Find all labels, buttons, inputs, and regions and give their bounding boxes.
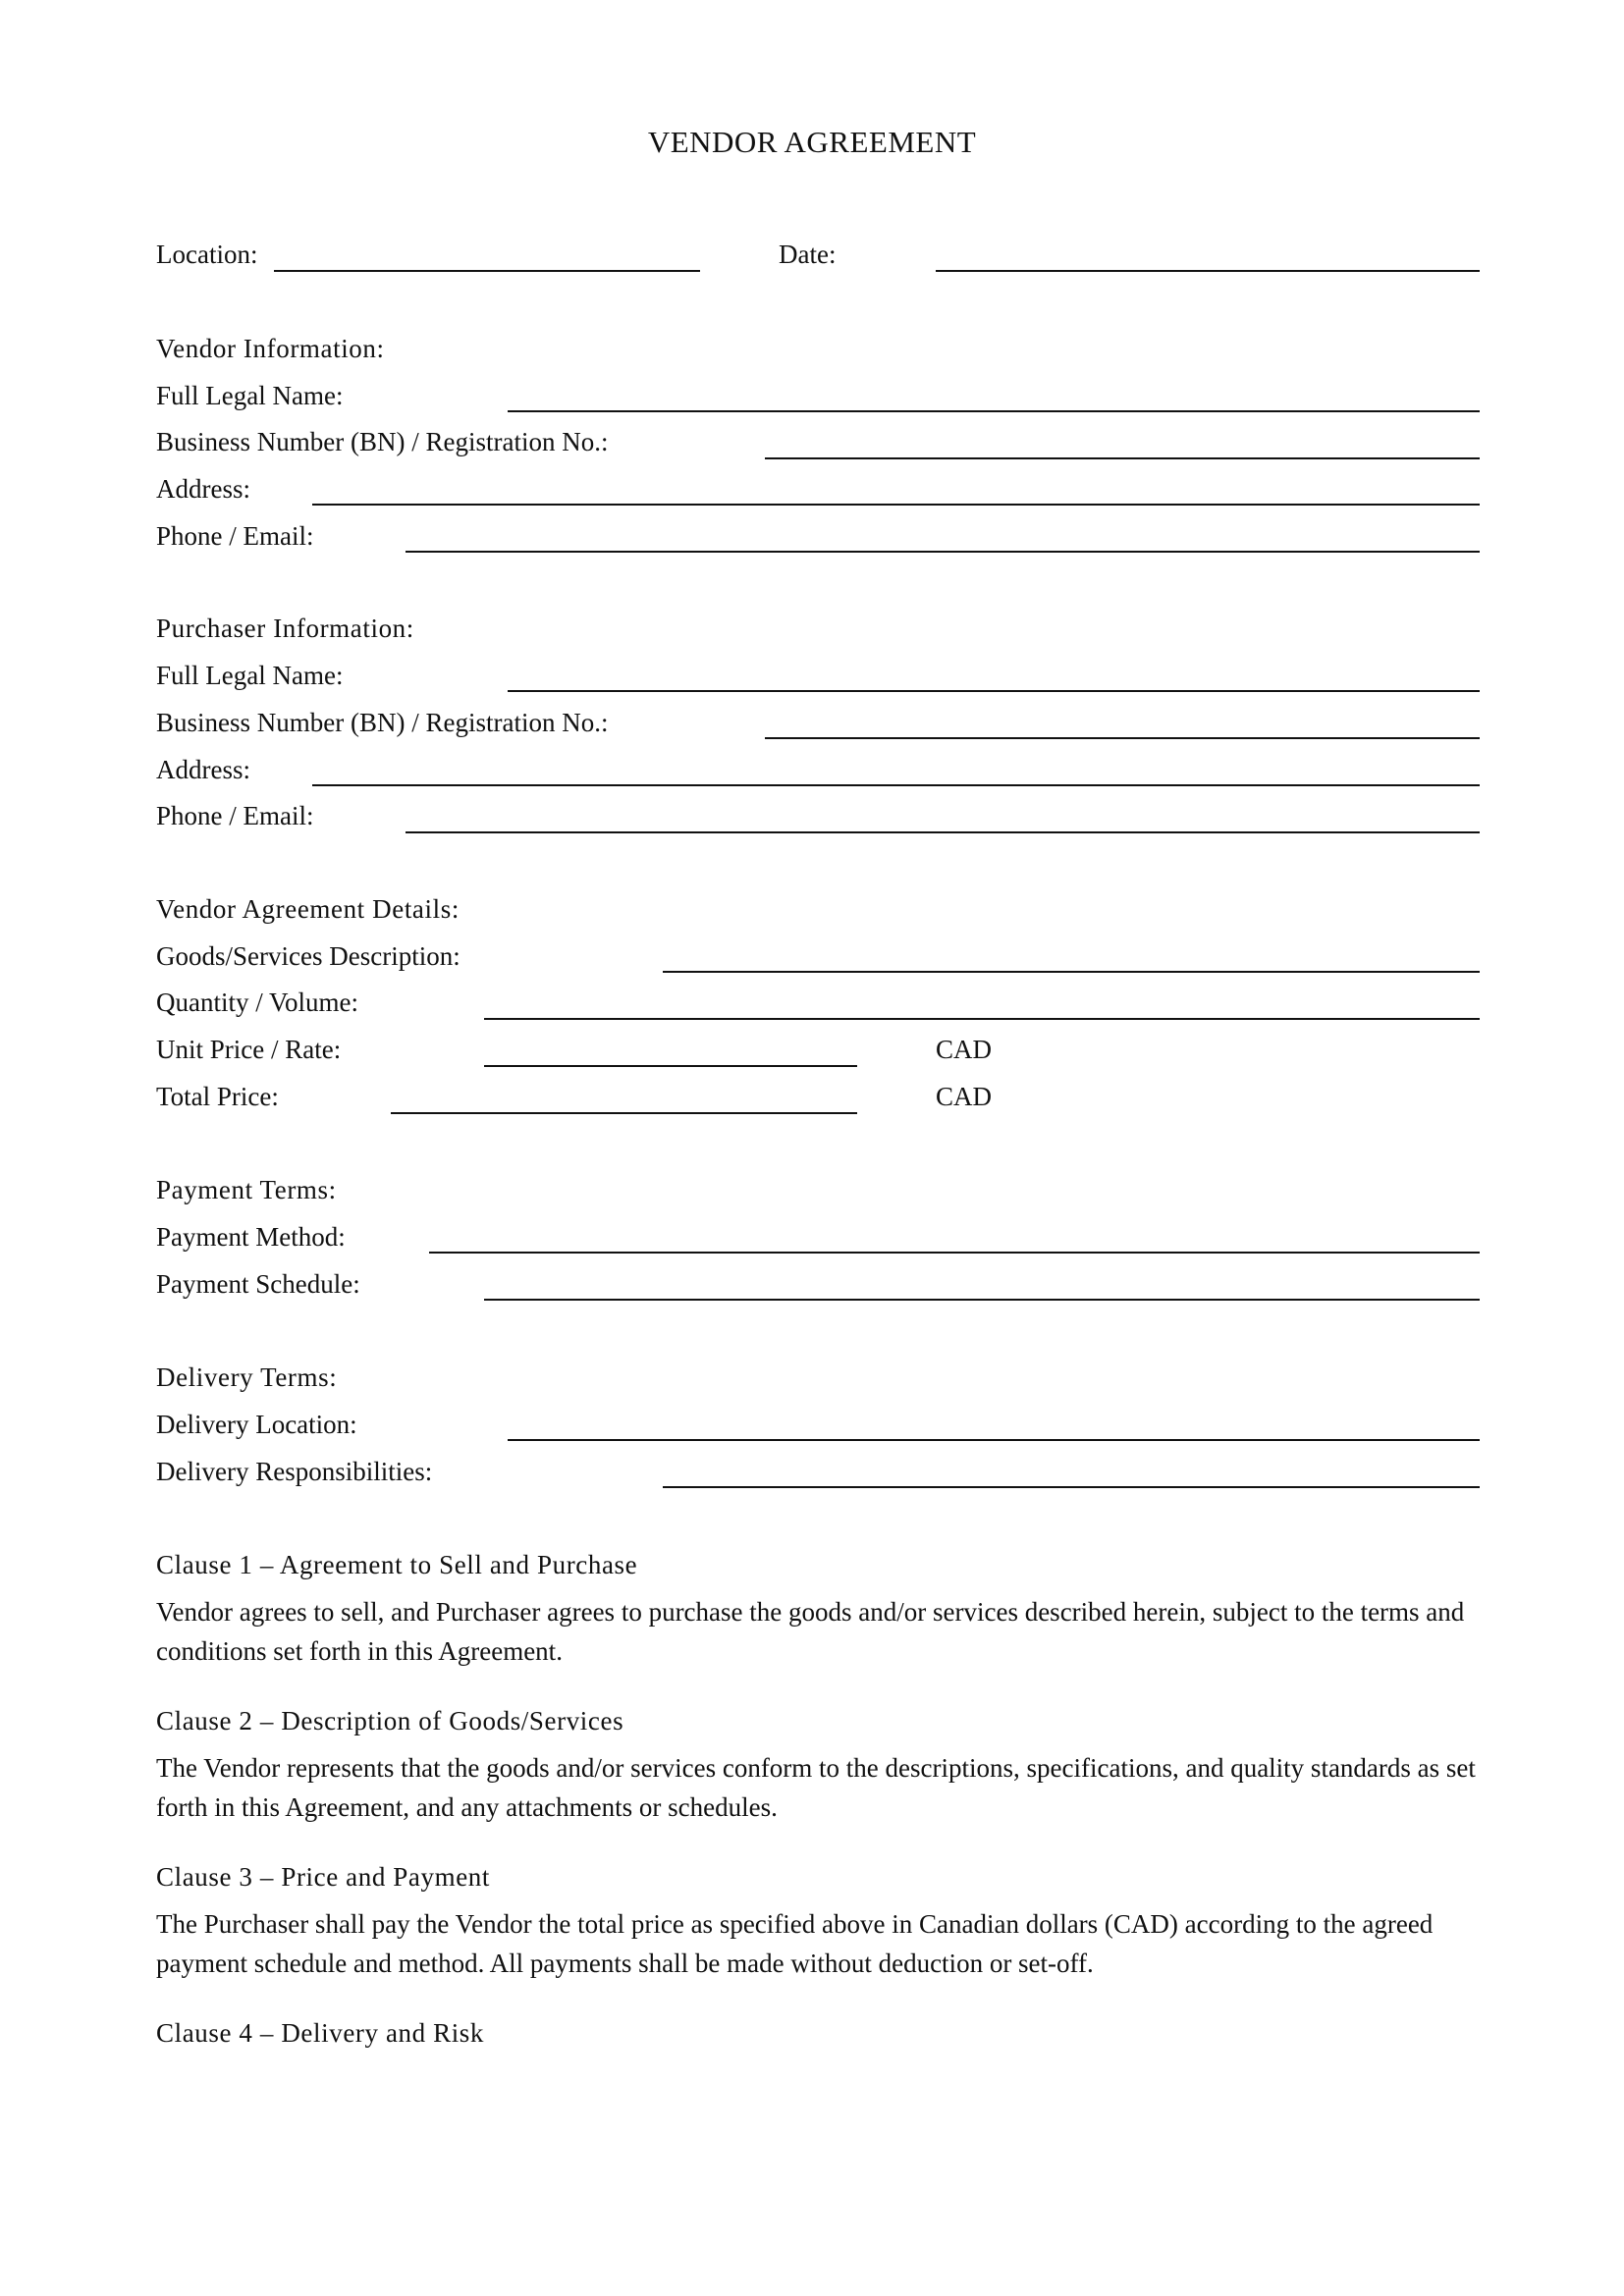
agreement-details-heading: Vendor Agreement Details:: [156, 894, 460, 924]
clause-1-text: Vendor agrees to sell, and Purchaser agrees to purchase the goods and/or services described herein, subject to the terms and conditions set forth in this Agreement.: [156, 1597, 1465, 1666]
description-field[interactable]: [663, 971, 1480, 973]
clause-1-heading: Clause 1 – Agreement to Sell and Purchase: [156, 1550, 638, 1579]
vendor-address-label: Address:: [156, 474, 250, 504]
delivery-location-label: Delivery Location:: [156, 1410, 357, 1439]
purchaser-contact-label: Phone / Email:: [156, 801, 314, 830]
location-label: Location:: [156, 240, 258, 269]
purchaser-name-label: Full Legal Name:: [156, 661, 344, 690]
description-label: Goods/Services Description:: [156, 941, 460, 971]
purchaser-contact-field[interactable]: [406, 831, 1480, 833]
vendor-contact-field[interactable]: [406, 551, 1480, 553]
page-title: VENDOR AGREEMENT: [647, 125, 977, 159]
unit-price-label: Unit Price / Rate:: [156, 1035, 342, 1064]
payment-method-field[interactable]: [429, 1252, 1480, 1254]
location-field[interactable]: [274, 270, 700, 272]
vendor-name-label: Full Legal Name:: [156, 381, 344, 410]
vendor-bn-field[interactable]: [765, 457, 1480, 459]
total-price-field[interactable]: [391, 1112, 857, 1114]
quantity-field[interactable]: [484, 1018, 1480, 1020]
payment-terms-heading: Payment Terms:: [156, 1175, 337, 1204]
unit-price-currency: CAD: [936, 1035, 993, 1064]
vendor-bn-label: Business Number (BN) / Registration No.:: [156, 427, 609, 456]
date-field[interactable]: [936, 270, 1480, 272]
delivery-responsibilities-field[interactable]: [663, 1486, 1480, 1488]
clause-3-text: The Purchaser shall pay the Vendor the total price as specified above in Canadian dollars (CAD) according to the agreed payment schedule and method. All payments shall be made without deduction or set-off.: [156, 1909, 1434, 1978]
quantity-label: Quantity / Volume:: [156, 988, 359, 1017]
purchaser-bn-label: Business Number (BN) / Registration No.:: [156, 708, 609, 737]
delivery-responsibilities-label: Delivery Responsibilities:: [156, 1457, 433, 1486]
total-price-currency: CAD: [936, 1082, 993, 1111]
clause-3-heading: Clause 3 – Price and Payment: [156, 1862, 490, 1892]
clause-4-heading: Clause 4 – Delivery and Risk: [156, 2018, 484, 2048]
delivery-terms-heading: Delivery Terms:: [156, 1362, 338, 1392]
vendor-address-field[interactable]: [312, 504, 1480, 506]
purchaser-address-label: Address:: [156, 755, 250, 784]
purchaser-information-heading: Purchaser Information:: [156, 614, 414, 643]
date-label: Date:: [779, 240, 837, 269]
clause-2-heading: Clause 2 – Description of Goods/Services: [156, 1706, 624, 1735]
payment-method-label: Payment Method:: [156, 1222, 346, 1252]
purchaser-bn-field[interactable]: [765, 737, 1480, 739]
vendor-information-heading: Vendor Information:: [156, 334, 385, 363]
total-price-label: Total Price:: [156, 1082, 279, 1111]
delivery-location-field[interactable]: [508, 1439, 1480, 1441]
vendor-contact-label: Phone / Email:: [156, 521, 314, 551]
clause-2-text: The Vendor represents that the goods and/or services conform to the descriptions, specifications, and quality standards as set forth in this Agreement, and any attachments or schedules.: [156, 1753, 1476, 1822]
payment-schedule-label: Payment Schedule:: [156, 1269, 360, 1299]
purchaser-name-field[interactable]: [508, 690, 1480, 692]
payment-schedule-field[interactable]: [484, 1299, 1480, 1301]
purchaser-address-field[interactable]: [312, 784, 1480, 786]
unit-price-field[interactable]: [484, 1065, 857, 1067]
vendor-name-field[interactable]: [508, 410, 1480, 412]
